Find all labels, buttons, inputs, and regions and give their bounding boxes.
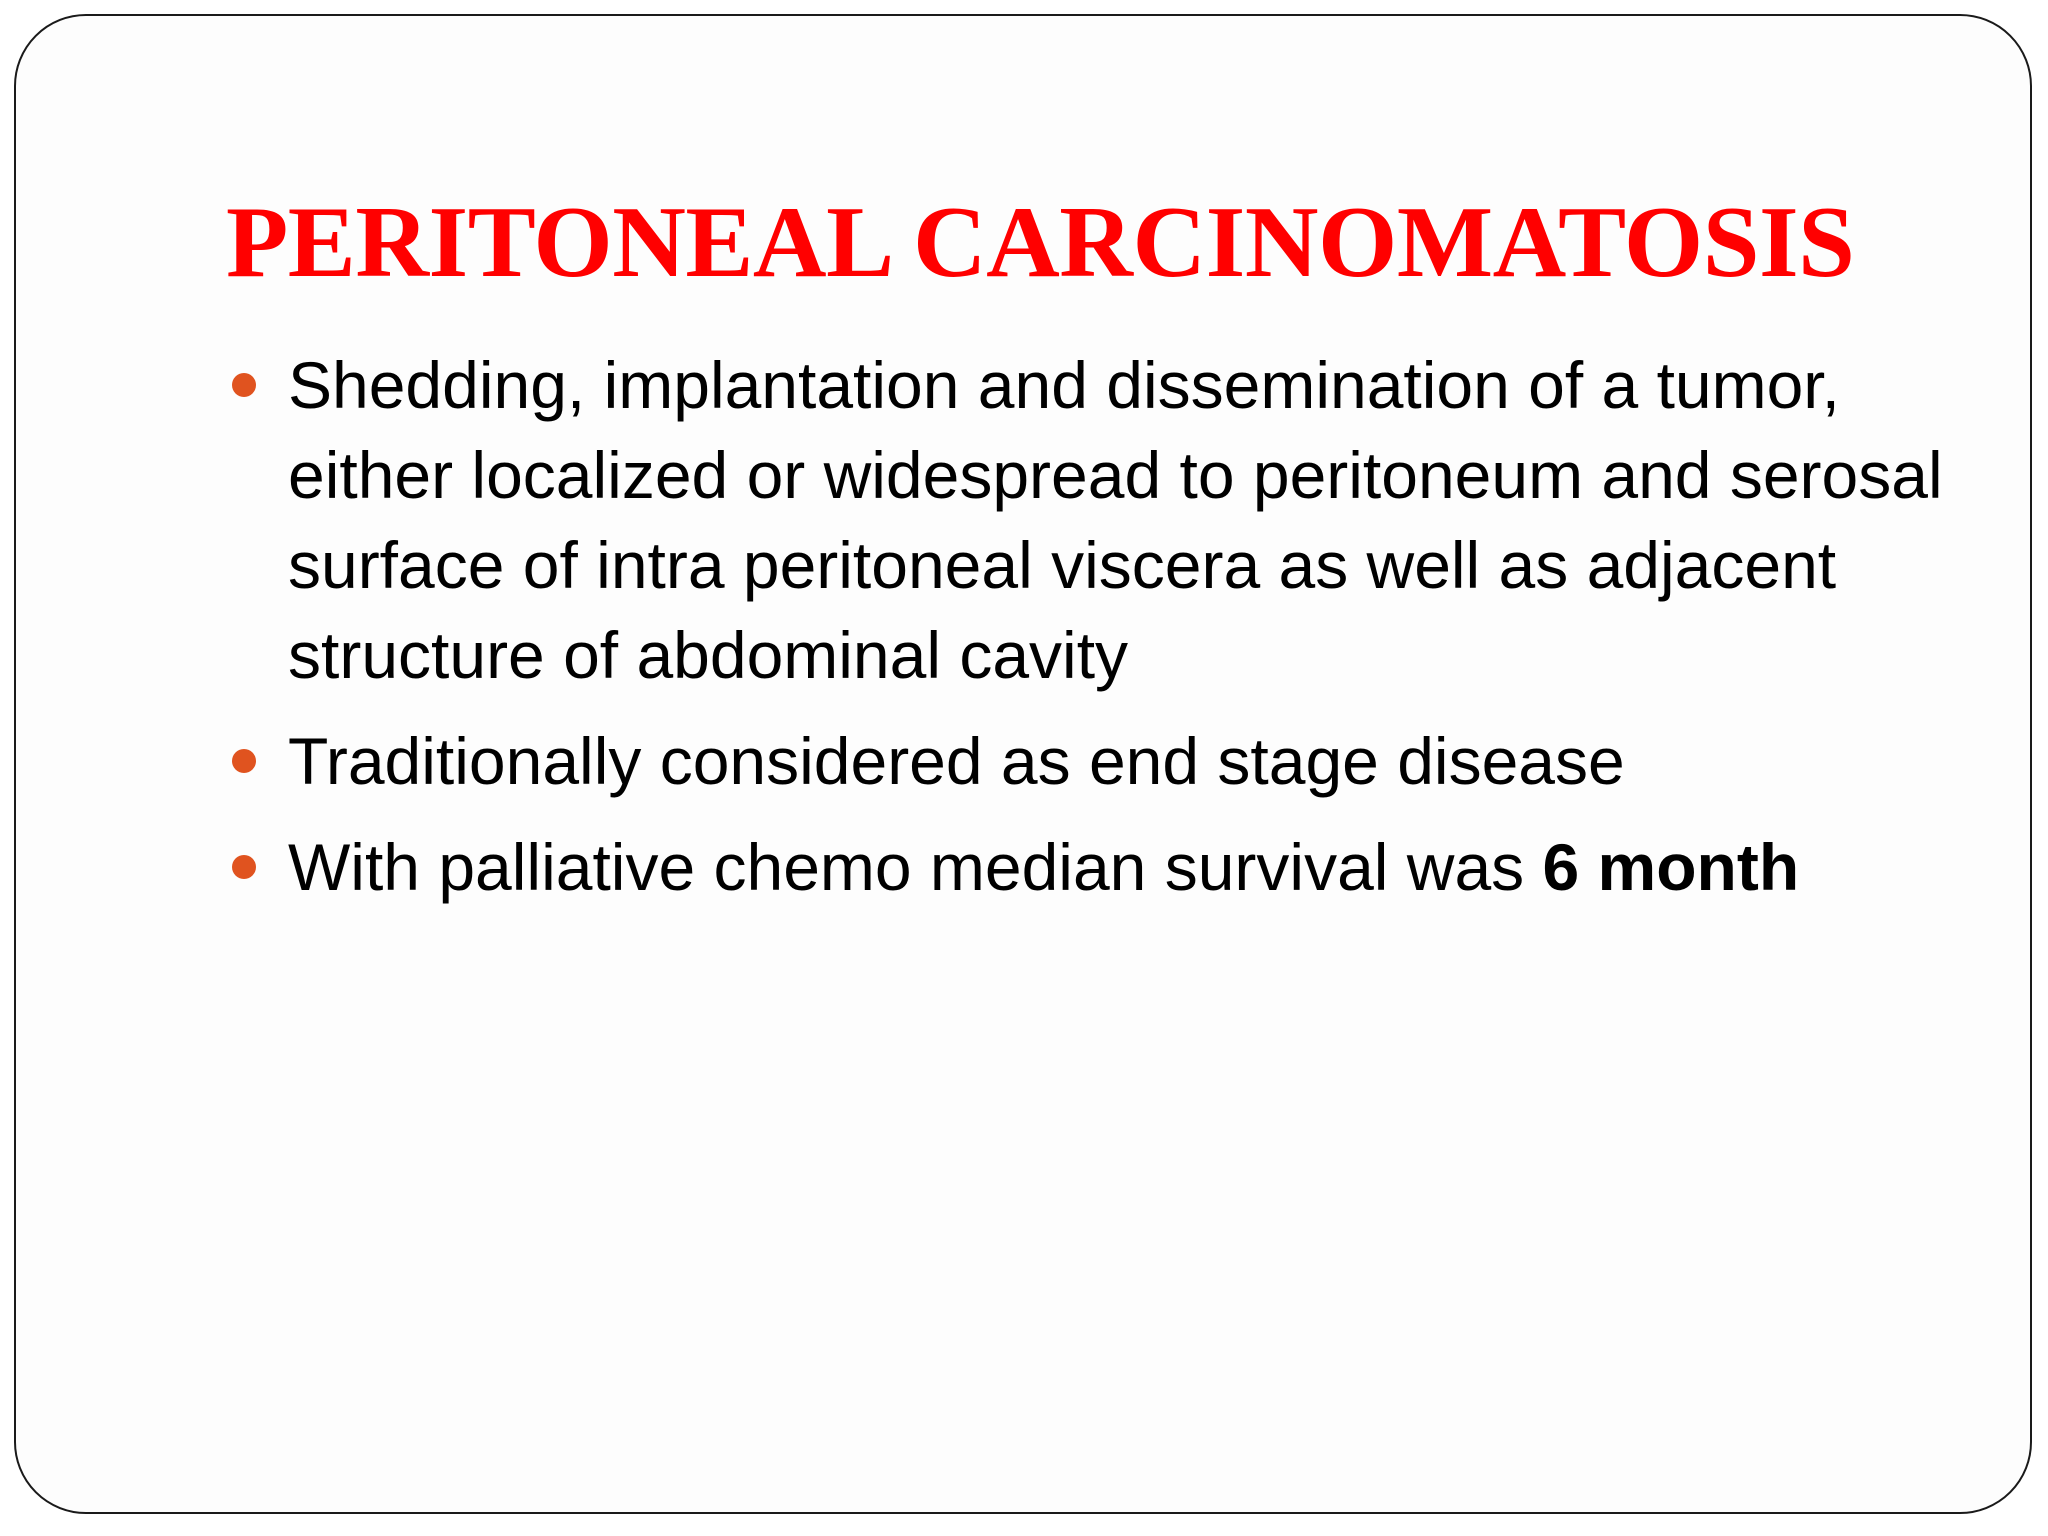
bullet-item-3 [0,822,1968,912]
bullet-item-2 [0,716,1968,806]
bullet-item-1 [0,340,1968,700]
bullet-dot-icon [232,749,256,773]
bullet-dot-icon [232,855,256,879]
bullet-dot-icon [232,373,256,397]
bullet-text: Shedding, implantation and dissemination of a tumor, either localized or widespread to peritoneum and serosal surface of intra peritoneal viscera as well as adjacent structure of abdominal cavity [288,348,1943,692]
slide-title: PERITONEAL CARCINOMATOSIS [226,186,1855,299]
bullet-list [0,340,2048,928]
bullet-bold-text: 6 month [1542,830,1800,904]
bullet-text: With palliative chemo median survival was [288,830,1543,904]
bullet-text: Traditionally considered as end stage disease [288,724,1625,798]
